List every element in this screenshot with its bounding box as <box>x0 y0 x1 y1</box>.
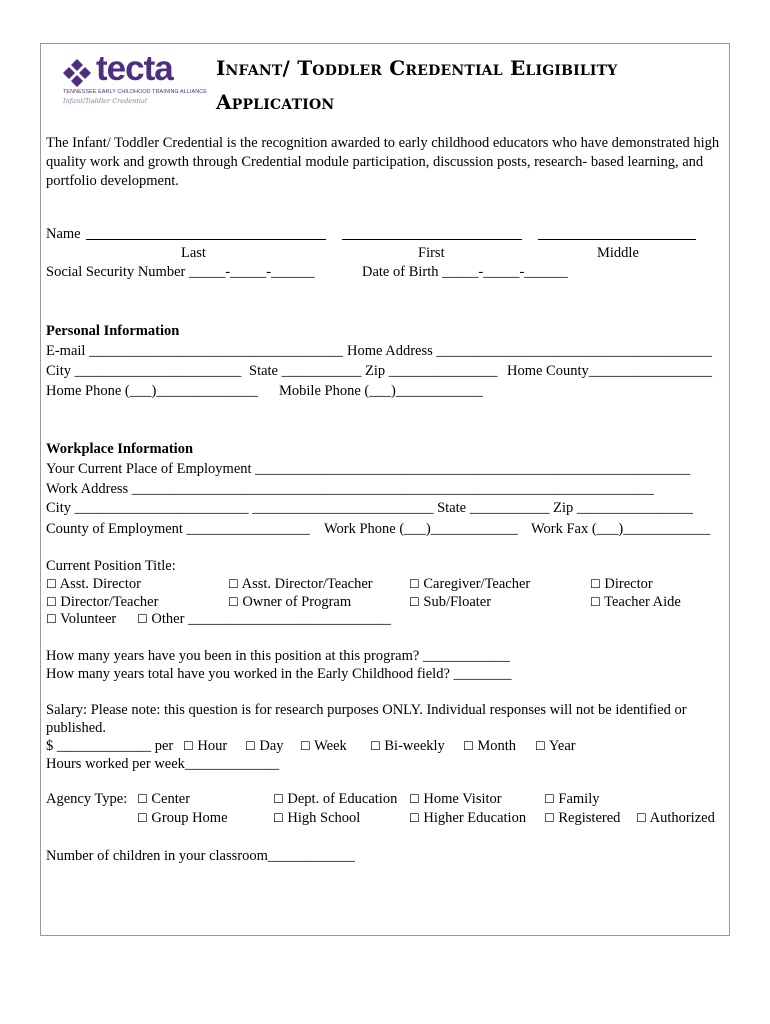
agency-center[interactable]: ☐ Center <box>137 791 191 807</box>
checkbox-icon[interactable]: ☐ <box>183 739 194 753</box>
checkbox-icon[interactable]: ☐ <box>409 595 420 609</box>
checkbox-icon[interactable]: ☐ <box>544 792 555 806</box>
option-sub-floater[interactable]: ☐ Sub/Floater <box>409 594 492 610</box>
option-asst-director[interactable]: ☐ Asst. Director <box>46 576 141 592</box>
checkbox-icon[interactable]: ☐ <box>137 792 148 806</box>
checkbox-icon[interactable]: ☐ <box>409 577 420 591</box>
years-in-position-field[interactable]: How many years have you been in this position at this program? ____________ <box>46 648 510 664</box>
position-label: Current Position Title: <box>46 558 176 574</box>
work-city-state-zip-field[interactable]: City ________________________ _________________________ State ___________ Zip ________________ <box>46 500 693 516</box>
option-other[interactable]: ☐ Other ____________________________ <box>137 611 392 627</box>
checkbox-icon[interactable]: ☐ <box>636 811 647 825</box>
work-phone-field[interactable]: Work Phone (___)____________ <box>324 521 518 537</box>
county-employment-field[interactable]: County of Employment _________________ <box>46 521 310 537</box>
checkbox-icon[interactable]: ☐ <box>137 612 148 626</box>
form-title <box>216 51 617 119</box>
agency-group-home[interactable]: ☐ Group Home <box>137 810 228 826</box>
period-biweekly[interactable]: ☐ Bi-weekly <box>370 738 445 754</box>
years-total-field[interactable]: How many years total have you worked in the Early Childhood field? ________ <box>46 666 512 682</box>
agency-higher-education[interactable]: ☐ Higher Education <box>409 810 527 826</box>
work-address-field[interactable]: Work Address ________________________________________________________________________ <box>46 481 654 497</box>
checkbox-icon[interactable]: ☐ <box>409 792 420 806</box>
agency-high-school[interactable]: ☐ High School <box>273 810 361 826</box>
home-address-field[interactable]: Home Address ______________________________________ <box>347 343 712 359</box>
checkbox-icon[interactable]: ☐ <box>137 811 148 825</box>
ssn-field[interactable]: Social Security Number _____-_____-______ <box>46 264 315 280</box>
children-count-field[interactable]: Number of children in your classroom____________ <box>46 848 355 864</box>
agency-dept-education[interactable]: ☐ Dept. of Education <box>273 791 398 807</box>
last-caption: Last <box>181 245 206 261</box>
first-name-line[interactable] <box>342 239 522 240</box>
home-county-field[interactable]: Home County_________________ <box>507 363 713 379</box>
period-month[interactable]: ☐ Month <box>463 738 517 754</box>
personal-heading: Personal Information <box>46 323 180 339</box>
option-director-teacher[interactable]: ☐ Director/Teacher <box>46 594 159 610</box>
agency-family[interactable]: ☐ Family <box>544 791 600 807</box>
agency-registered[interactable]: ☐ Registered <box>544 810 621 826</box>
title-line-1: Infant/ Toddler Credential Eligibility <box>216 56 618 80</box>
checkbox-icon[interactable]: ☐ <box>370 739 381 753</box>
dob-field[interactable]: Date of Birth _____-_____-______ <box>362 264 568 280</box>
checkbox-icon[interactable]: ☐ <box>544 811 555 825</box>
middle-caption: Middle <box>597 245 639 261</box>
checkbox-icon[interactable]: ☐ <box>228 595 239 609</box>
home-phone-field[interactable]: Home Phone (___)______________ <box>46 383 258 399</box>
state-zip-field[interactable]: State ___________ Zip _______________ <box>249 363 498 379</box>
checkbox-icon[interactable]: ☐ <box>463 739 474 753</box>
checkbox-icon[interactable]: ☐ <box>46 595 57 609</box>
name-label: Name <box>46 226 81 242</box>
checkbox-icon[interactable]: ☐ <box>409 811 420 825</box>
intro-paragraph: The Infant/ Toddler Credential is the recognition awarded to early childhood educators who have demonstrated high quality work and growth through Credential module participation, discussion posts, research- based learning, and portfolio development. <box>46 135 720 189</box>
checkbox-icon[interactable]: ☐ <box>590 577 601 591</box>
checkbox-icon[interactable]: ☐ <box>535 739 546 753</box>
period-week[interactable]: ☐ Week <box>300 738 347 754</box>
checkbox-icon[interactable]: ☐ <box>300 739 311 753</box>
option-asst-director-teacher[interactable]: ☐ Asst. Director/Teacher <box>228 576 373 592</box>
option-director[interactable]: ☐ Director <box>590 576 653 592</box>
checkbox-icon[interactable]: ☐ <box>46 577 57 591</box>
agency-label: Agency Type: <box>46 791 128 807</box>
middle-name-line[interactable] <box>538 239 696 240</box>
email-field[interactable]: E-mail ___________________________________ <box>46 343 343 359</box>
checkbox-icon[interactable]: ☐ <box>245 739 256 753</box>
diamond-logo-icon <box>61 57 93 89</box>
option-volunteer[interactable]: ☐ Volunteer <box>46 611 117 627</box>
city-field[interactable]: City _______________________ <box>46 363 242 379</box>
period-day[interactable]: ☐ Day <box>245 738 284 754</box>
last-name-line[interactable] <box>86 239 326 240</box>
checkbox-icon[interactable]: ☐ <box>590 595 601 609</box>
option-owner-of-program[interactable]: ☐ Owner of Program <box>228 594 352 610</box>
agency-home-visitor[interactable]: ☐ Home Visitor <box>409 791 502 807</box>
checkbox-icon[interactable]: ☐ <box>228 577 239 591</box>
salary-note: Salary: Please note: this question is for research purposes ONLY. Individual responses will not be identified or published. <box>46 702 687 736</box>
first-caption: First <box>418 245 445 261</box>
checkbox-icon[interactable]: ☐ <box>46 612 57 626</box>
employment-field[interactable]: Your Current Place of Employment ____________________________________________________________ <box>46 461 691 477</box>
option-teacher-aide[interactable]: ☐ Teacher Aide <box>590 594 681 610</box>
logo-tagline: TENNESSEE EARLY CHILDHOOD TRAINING ALLIANCE <box>63 89 207 95</box>
logo-script: Infant/Toddler Credential <box>63 97 147 105</box>
salary-amount-field[interactable]: $ _____________ per <box>46 738 174 754</box>
option-caregiver-teacher[interactable]: ☐ Caregiver/Teacher <box>409 576 531 592</box>
mobile-phone-field[interactable]: Mobile Phone (___)____________ <box>279 383 483 399</box>
title-line-2: Application <box>216 90 335 114</box>
workplace-heading: Workplace Information <box>46 441 194 457</box>
tecta-logo <box>61 49 211 108</box>
hours-per-week-field[interactable]: Hours worked per week_____________ <box>46 756 280 772</box>
logo-wordmark: tecta <box>96 49 173 88</box>
checkbox-icon[interactable]: ☐ <box>273 792 284 806</box>
checkbox-icon[interactable]: ☐ <box>273 811 284 825</box>
agency-authorized[interactable]: ☐ Authorized <box>636 810 715 826</box>
period-hour[interactable]: ☐ Hour <box>183 738 228 754</box>
period-year[interactable]: ☐ Year <box>535 738 576 754</box>
work-fax-field[interactable]: Work Fax (___)____________ <box>531 521 711 537</box>
